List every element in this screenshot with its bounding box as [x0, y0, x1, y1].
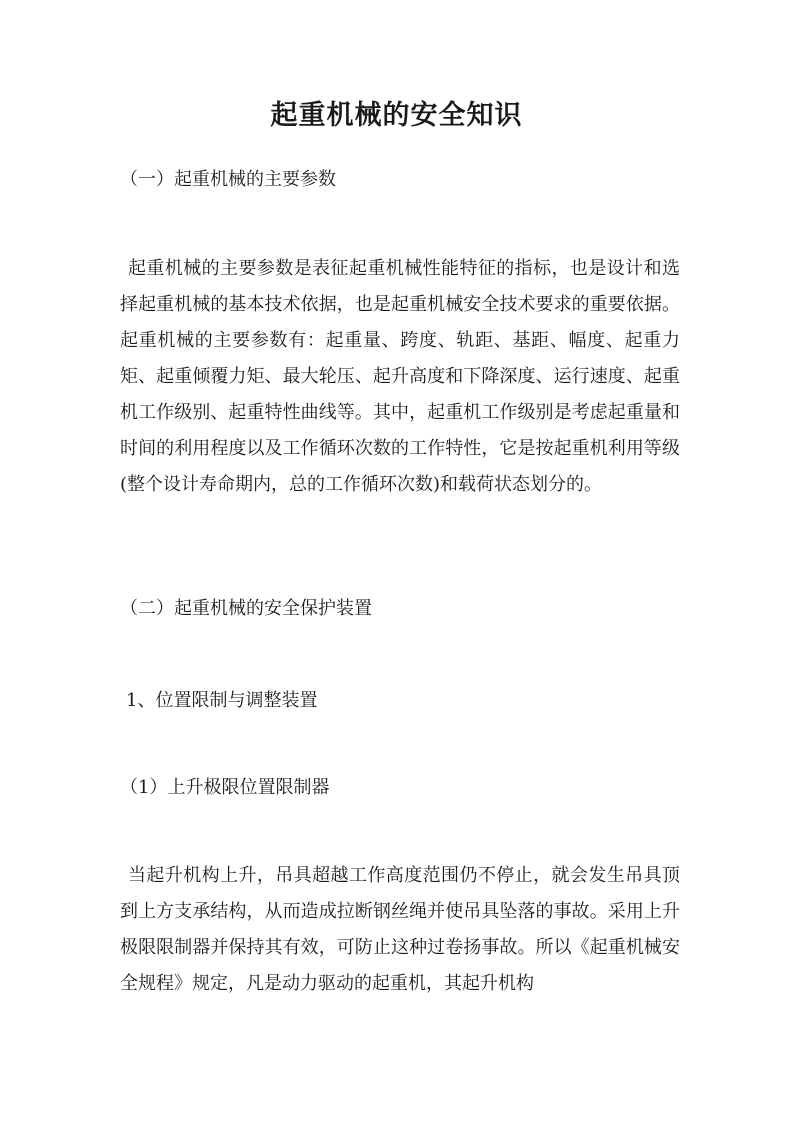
paragraph-main-parameters: 起重机械的主要参数是表征起重机械性能特征的指标，也是设计和选择起重机械的基本技术依据，也是起重机械安全技术要求的重要依据。 起重机械的主要参数有：起重量、跨度、轨距、基距、幅度、起重力矩、起重倾覆力矩、最大轮压、起升高度和下降深度、运行速度、起重机工作级别、起重特性曲线等。其中，起重机工作级别是考虑起重量和时间的利用程度以及工作循环次数的工作特性，它是按起重机利用等级(整个设计寿命期内，总的工作循环次数)和载荷状态划分的。	[120, 258, 680, 495]
subsection-heading-position-limit: 1、位置限制与调整装置	[126, 690, 318, 711]
document-title: 起重机械的安全知识	[270, 100, 523, 131]
section-heading-safety-devices: （二）起重机械的安全保护装置	[120, 598, 372, 619]
section-heading-main-parameters: （一）起重机械的主要参数	[120, 169, 336, 190]
paragraph-upper-limit: 当起升机构上升，吊具超越工作高度范围仍不停止，就会发生吊具顶到上方支承结构，从而造成拉断钢丝绳并使吊具坠落的事故。采用上升极限限制器并保持其有效，可防止这种过卷扬事故。所以《起重机械安全规程》规定，凡是动力驱动的起重机，其起升机构	[120, 865, 680, 994]
item-heading-upper-limit: （1）上升极限位置限制器	[120, 777, 330, 798]
